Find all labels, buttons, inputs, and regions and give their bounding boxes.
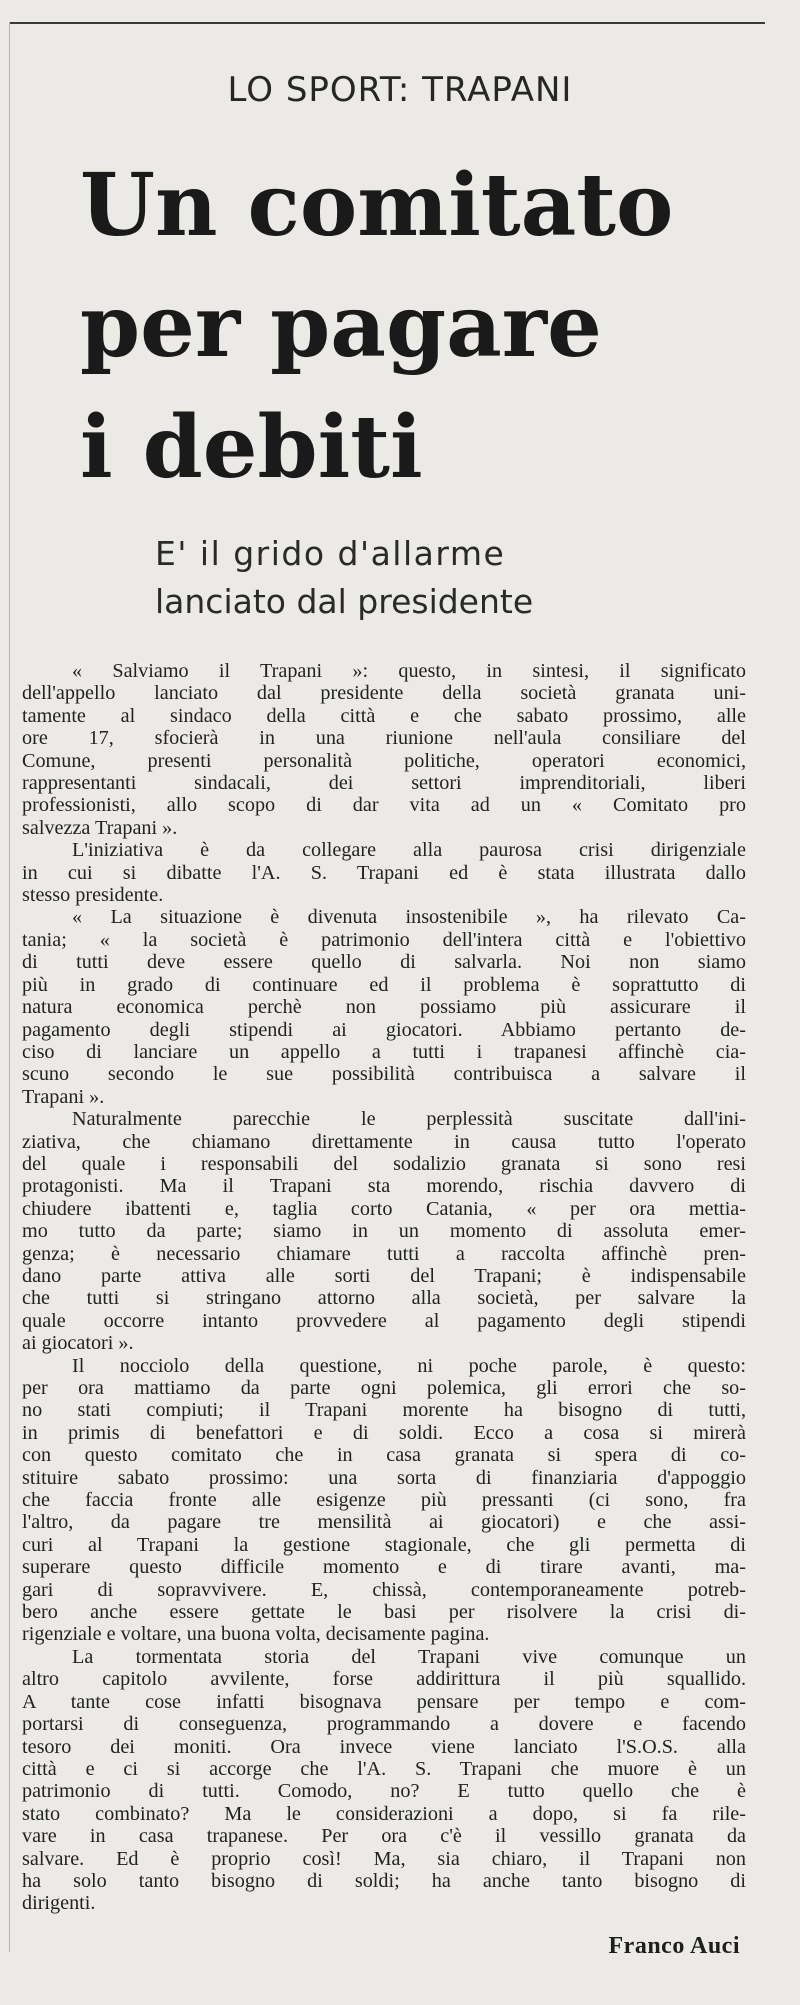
headline-line: i debiti — [80, 397, 423, 498]
body-line: La tormentata storia del Trapani vive comunque un — [72, 1645, 746, 1668]
body-line: mo tutto da parte; siamo in un momento di assoluta emer- — [22, 1220, 746, 1243]
body-line: tania; « la società è patrimonio dell'intera città e l'obiettivo — [22, 928, 746, 951]
body-line: rappresentanti sindacali, dei settori imprenditoriali, liberi — [22, 772, 746, 795]
headline — [80, 145, 780, 508]
body-line: bero anche essere gettate le basi per risolvere la crisi di- — [22, 1601, 746, 1624]
body-line: città e ci si accorge che l'A. S. Trapani che muore è un — [22, 1757, 746, 1780]
body-line: di tutti deve essere quello di salvarla. Noi non siamo — [22, 951, 746, 974]
body-line: gari di sopravvivere. E, chissà, contemporaneamente potreb- — [22, 1578, 746, 1601]
body-line: rigenziale e voltare, una buona volta, decisamente pagina. — [22, 1623, 490, 1646]
body-line: stesso presidente. — [22, 884, 164, 907]
subheadline-line: lanciato dal presidente — [155, 582, 534, 621]
headline-line: per pagare — [80, 276, 602, 377]
body-line: pagamento degli stipendi ai giocatori. Abbiamo pertanto de- — [22, 1018, 746, 1041]
left-rule — [9, 22, 10, 1952]
body-line: dell'appello lanciato dal presidente della società granata uni- — [22, 682, 746, 705]
body-line: dano parte attiva alle sorti del Trapani; è indispensabile — [22, 1264, 746, 1287]
body-line: ciso di lanciare un appello a tutti i trapanesi affinchè cia- — [22, 1040, 746, 1063]
body-line: che faccia fronte alle esigenze più pressanti (ci sono, fra — [22, 1489, 746, 1512]
body-line: genza; è necessario chiamare tutti a raccolta affinchè pren- — [22, 1242, 746, 1265]
body-line: chiudere ibattenti e, taglia corto Catania, « per ora mettia- — [22, 1197, 746, 1220]
body-line: scuno secondo le sue possibilità contribuisca a salvare il — [22, 1063, 746, 1086]
body-line: ziativa, che chiamano direttamente in causa tutto l'operato — [22, 1130, 746, 1153]
body-line: Il nocciolo della questione, ni poche parole, è questo: — [72, 1354, 746, 1377]
body-line: natura economica perchè non possiamo più assicurare il — [22, 996, 746, 1019]
body-line: portarsi di conseguenza, programmando a dovere e facendo — [22, 1713, 746, 1736]
body-line: in cui si dibatte l'A. S. Trapani ed è stata illustrata dallo — [22, 861, 746, 884]
article-body — [22, 660, 746, 1915]
body-line: professionisti, allo scopo di dar vita ad un « Comitato pro — [22, 794, 746, 817]
body-line: vare in casa trapanese. Per ora c'è il vessillo granata da — [22, 1825, 746, 1848]
body-line: tamente al sindaco della città e che sabato prossimo, alle — [22, 704, 746, 727]
body-line: stato combinato? Ma le considerazioni a dopo, si fa rile- — [22, 1802, 746, 1825]
subheadline-line: E' il grido d'allarme — [155, 534, 506, 573]
body-line: superare questo difficile momento e di tirare avanti, ma- — [22, 1556, 746, 1579]
body-line: L'iniziativa è da collegare alla paurosa crisi dirigenziale — [72, 839, 746, 862]
body-line: salvare. Ed è proprio così! Ma, sia chiaro, il Trapani non — [22, 1847, 746, 1870]
body-line: no stati compiuti; il Trapani morente ha bisogno di tutti, — [22, 1399, 746, 1422]
body-line: ore 17, sfocierà in una riunione nell'aula consiliare del — [22, 727, 746, 750]
body-line: più in grado di continuare ed il problema è soprattutto di — [22, 973, 746, 996]
body-line: tesoro dei moniti. Ora invece viene lanciato l'S.O.S. alla — [22, 1735, 746, 1758]
body-line: « Salviamo il Trapani »: questo, in sintesi, il significato — [72, 660, 746, 682]
subheadline — [155, 530, 795, 626]
body-line: l'altro, da pagare tre mensilità ai giocatori) e che assi- — [22, 1511, 746, 1534]
body-line: Trapani ». — [22, 1085, 105, 1108]
body-line: ha solo tanto bisogno di soldi; ha anche tanto bisogno di — [22, 1869, 746, 1892]
body-line: patrimonio di tutti. Comodo, no? E tutto quello che è — [22, 1780, 746, 1803]
body-line: protagonisti. Ma il Trapani sta morendo, rischia davvero di — [22, 1175, 746, 1198]
body-line: altro capitolo avvilente, forse addirittura il più squallido. — [22, 1668, 746, 1691]
body-line: ai giocatori ». — [22, 1332, 134, 1355]
body-line: salvezza Trapani ». — [22, 816, 178, 839]
headline-line: Un comitato — [80, 155, 674, 256]
body-line: in primis di benefattori e di soldi. Ecco a cosa si mirerà — [22, 1421, 746, 1444]
body-line: del quale i responsabili del sodalizio granata si sono resi — [22, 1152, 746, 1175]
body-line: « La situazione è divenuta insostenibile », ha rilevato Ca- — [72, 906, 746, 929]
section-kicker: LO SPORT: TRAPANI — [227, 70, 573, 110]
byline: Franco Auci — [608, 1933, 740, 1959]
body-line: dirigenti. — [22, 1892, 96, 1915]
body-line: quale occorre intanto provvedere al pagamento degli stipendi — [22, 1309, 746, 1332]
top-rule — [10, 22, 765, 24]
body-line: curi al Trapani la gestione stagionale, che gli permetta di — [22, 1533, 746, 1556]
body-line: Naturalmente parecchie le perplessità suscitate dall'ini- — [72, 1108, 746, 1131]
body-line: con questo comitato che in casa granata si spera di co- — [22, 1444, 746, 1467]
body-line: A tante cose infatti bisognava pensare per tempo e com- — [22, 1690, 746, 1713]
body-line: Comune, presenti personalità politiche, operatori economici, — [22, 749, 746, 772]
body-line: per ora mattiamo da parte ogni polemica, gli errori che so- — [22, 1377, 746, 1399]
body-line: che tutti si stringano attorno alla società, per salvare la — [22, 1287, 746, 1310]
body-line: stituire sabato prossimo: una sorta di finanziaria d'appoggio — [22, 1466, 746, 1489]
